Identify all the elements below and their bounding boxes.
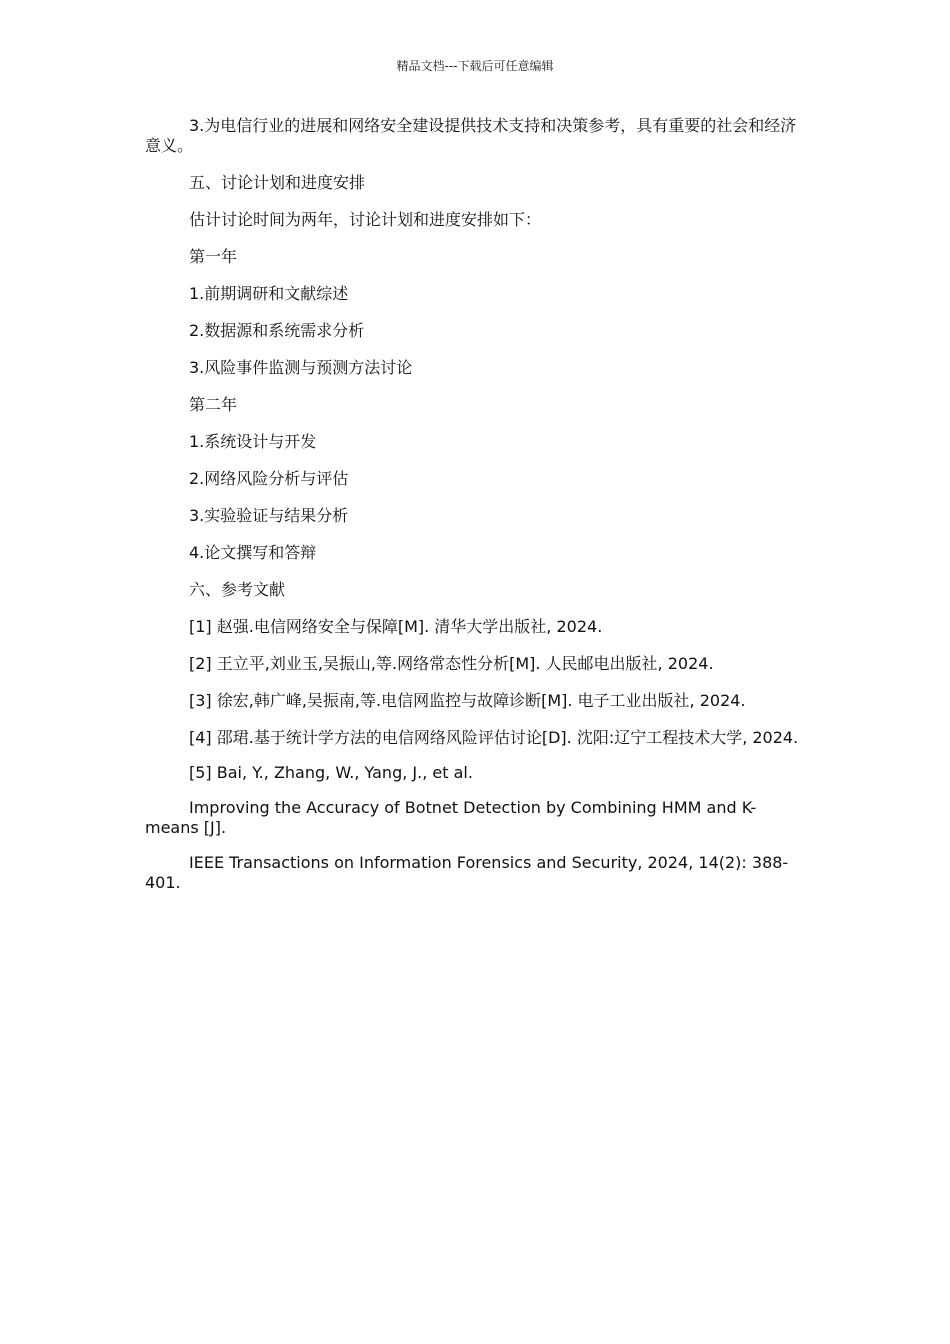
list-item: 2.网络风险分析与评估: [189, 469, 349, 488]
list-item: 1.系统设计与开发: [189, 432, 317, 451]
paragraph-significance: 3.为电信行业的进展和网络安全建设提供技术支持和决策参考，具有重要的社会和经济意义。: [145, 116, 797, 155]
reference-item: [4] 邵珺.基于统计学方法的电信网络风险评估讨论[D]. 沈阳:辽宁工程技术大学, 2024.: [189, 728, 799, 747]
reference-title-line: Improving the Accuracy of Botnet Detection by Combining HMM and K-means [J].: [145, 798, 757, 837]
list-item: 3.风险事件监测与预测方法讨论: [189, 358, 413, 377]
reference-item: [3] 徐宏,韩广峰,吴振南,等.电信网监控与故障诊断[M]. 电子工业出版社, 2024.: [189, 691, 746, 710]
reference-item: [1] 赵强.电信网络安全与保障[M]. 清华大学出版社, 2024.: [189, 617, 603, 636]
document-body: [145, 116, 807, 893]
paragraph-plan-intro: 估计讨论时间为两年，讨论计划和进度安排如下：: [189, 210, 542, 229]
section-heading-plan: 五、讨论计划和进度安排: [189, 173, 366, 192]
page-header: 精品文档---下载后可任意编辑: [396, 59, 554, 73]
list-item: 3.实验验证与结果分析: [189, 506, 349, 525]
list-item: 2.数据源和系统需求分析: [189, 321, 365, 340]
year-two-heading: 第二年: [189, 395, 238, 414]
reference-item: [2] 王立平,刘业玉,吴振山,等.网络常态性分析[M]. 人民邮电出版社, 2024.: [189, 654, 714, 673]
reference-journal-line: IEEE Transactions on Information Forensics and Security, 2024, 14(2): 388-401.: [145, 853, 789, 892]
section-heading-references: 六、参考文献: [189, 580, 286, 599]
list-item: 4.论文撰写和答辩: [189, 543, 317, 562]
list-item: 1.前期调研和文献综述: [189, 284, 349, 303]
year-one-heading: 第一年: [189, 247, 238, 266]
reference-item: [5] Bai, Y., Zhang, W., Yang, J., et al.: [189, 763, 473, 782]
